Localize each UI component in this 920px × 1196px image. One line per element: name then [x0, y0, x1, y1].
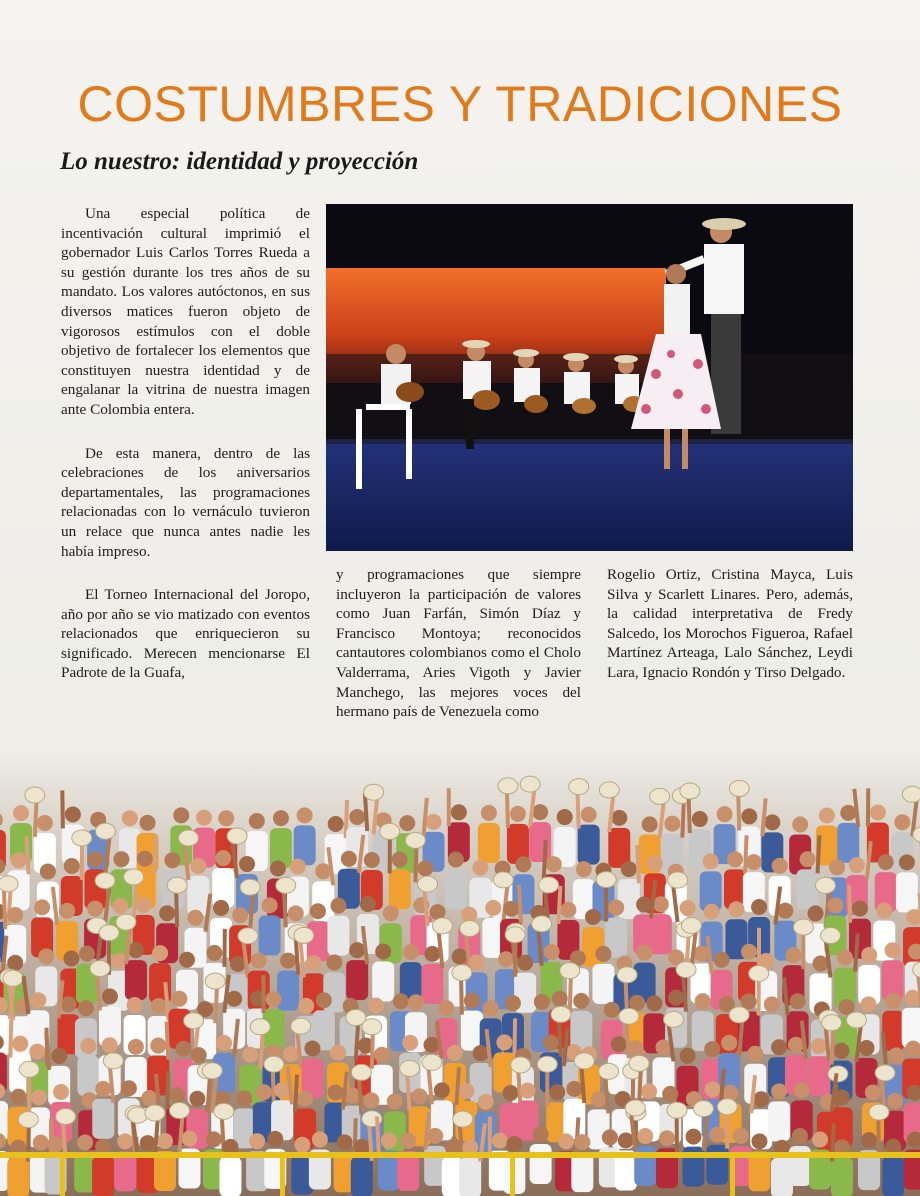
paragraph: El Torneo Internacional del Joropo, año por año se vio matizado con eventos relacionados que enriquecieron su significado. Merecen mencionarse El Padrote de la Guafa, [61, 586, 310, 682]
paragraph: De esta manera, dentro de las celebraciones de los aniversarios departamentales, las programaciones relacionadas con lo vernáculo tuvieron un relace que nunca antes nadie les había impreso. [61, 444, 310, 560]
stage-floor [326, 439, 853, 551]
paragraph: Rogelio Ortiz, Cristina Mayca, Luis Silva y Scarlett Linares. Pero, además, la calidad interpretativa de Fredy Salcedo, los Morochos Figueroa, Rafael Martínez Arteaga, Lalo Sánchez, Leydi Lara, Ignacio Rondón y Tirso Delgado. [607, 566, 853, 681]
section-subtitle: Lo nuestro: identidad y proyección [60, 148, 419, 175]
stage-illustration [326, 204, 853, 551]
crowd-photo [0, 752, 920, 1196]
text-column-1 [61, 204, 310, 707]
stage-performance-photo [326, 204, 853, 551]
text-column-3 [607, 565, 853, 707]
stadium-railing [0, 1152, 920, 1158]
page-title: COSTUMBRES Y TRADICIONES [77, 76, 843, 132]
crowd-illustration [0, 752, 920, 1196]
paragraph: y programaciones que siempre incluyeron la participación de valores como Juan Farfán, Simón Díaz y Francisco Montoya; reconocidos cantautores colombianos como el Cholo Valderrama, Aries Vigoth y Javier Manchego, las mejores voces del hermano país de Venezuela como [336, 566, 581, 721]
text-column-2 [336, 565, 581, 746]
paragraph: Una especial política de incentivación cultural imprimió el gobernador Luis Carlos Torres Rueda a su gestión durante los tres años de su mandato. Los valores autóctonos, en sus diversos matices fueron objeto de vigorosos estímulos con el doble objetivo de fortalecer los elementos que constituyen nuestra identidad y de engalanar la vitrina de nuestra imagen ante Colombia entera. [61, 205, 310, 418]
